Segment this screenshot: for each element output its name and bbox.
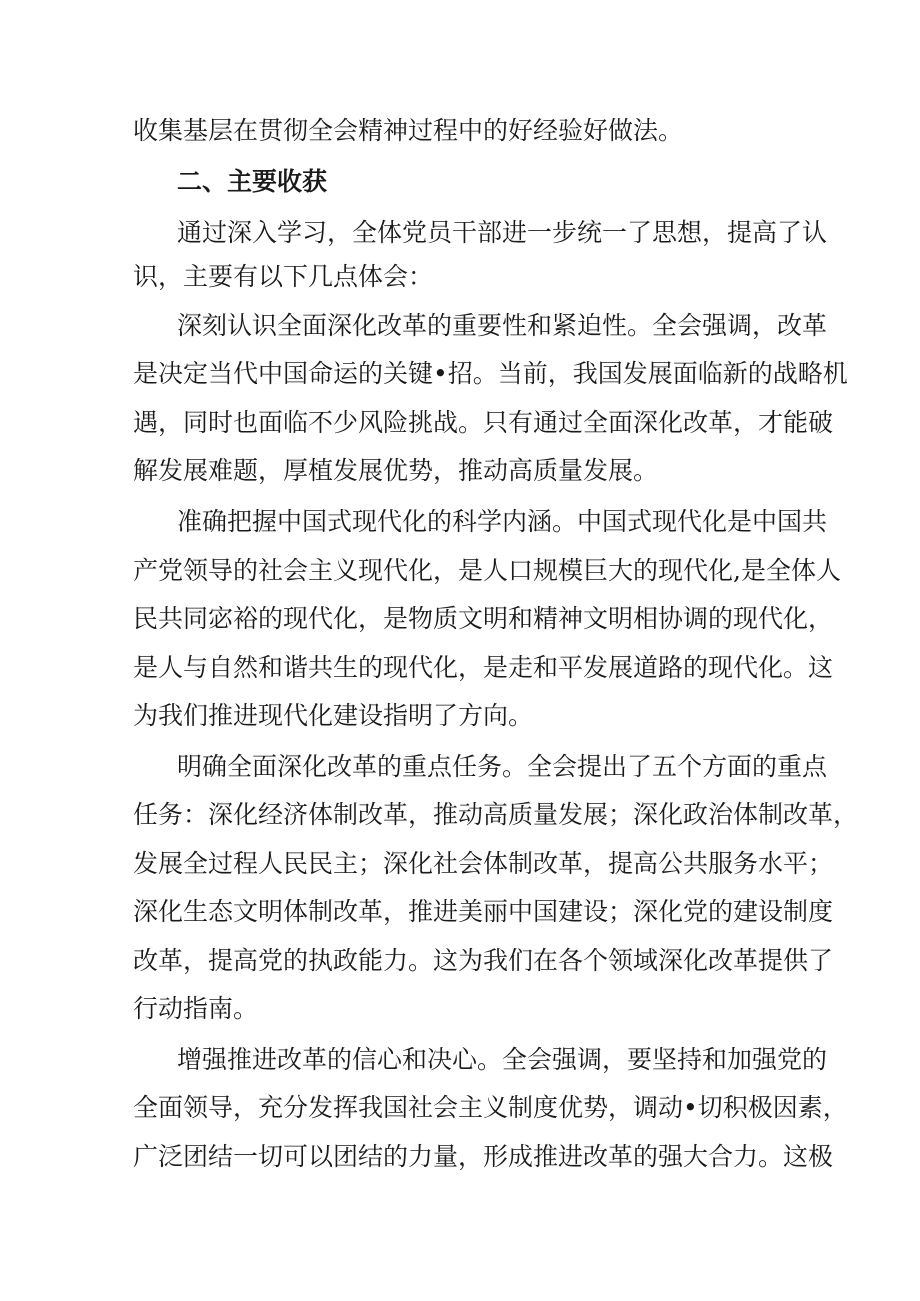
- text-line: 民共同宓裕的现代化，是物质文明和精神文明相协调的现代化，: [133, 604, 834, 633]
- text-line: 解发展难题，厚植发展优势，推动高质量发展。: [133, 456, 659, 485]
- text-line: 广泛团结一切可以团结的力量，形成推进改革的强大合力。这极: [133, 1142, 834, 1171]
- text-line: 为我们推进现代化建设指明了方向。: [133, 701, 534, 730]
- text-line: 识，主要有以下几点体会：: [133, 262, 434, 291]
- text-line: 发展全过程人民民主；深化社会体制改革，提高公共服务水平；: [133, 849, 834, 878]
- text-line: 增强推进改革的信心和决心。全会强调，要坚持和加强党的: [177, 1045, 828, 1074]
- text-line: 遇，同时也面临不少风险挑战。只有通过全面深化改革，才能破: [133, 408, 834, 437]
- text-line: 深化生态文明体制改革，推进美丽中国建设；深化党的建设制度: [133, 897, 834, 926]
- text-line: 全面领导，充分发挥我国社会主义制度优势，调动•切积极因素，: [133, 1093, 848, 1122]
- text-line: 深刻认识全面深化改革的重要性和紧迫性。全会强调，改革: [177, 311, 828, 340]
- text-line: 行动指南。: [133, 994, 259, 1023]
- section-heading: 二、主要收获: [177, 167, 328, 196]
- text-line: 准确把握中国式现代化的科学内涵。中国式现代化是中国共: [177, 507, 828, 536]
- text-line: 产党领导的社会主义现代化，是人口规模巨大的现代化,是全体人: [133, 556, 841, 585]
- text-line: 通过深入学习，全体党员干部进一步统一了思想，提高了认: [177, 218, 828, 247]
- text-line: 明确全面深化改革的重点任务。全会提出了五个方面的重点: [177, 752, 828, 781]
- text-line: 收集基层在贯彻全会精神过程中的好经验好做法。: [133, 116, 684, 145]
- text-line: 是决定当代中国命运的关键•招。当前，我国发展面临新的战略机: [133, 359, 848, 388]
- text-line: 是人与自然和谐共生的现代化，是走和平发展道路的现代化。这: [133, 653, 834, 682]
- text-line: 任务：深化经济体制改革，推动高质量发展；深化政治体制改革，: [133, 800, 859, 829]
- text-line: 改革，提高党的执政能力。这为我们在各个领域深化改革提供了: [133, 946, 834, 975]
